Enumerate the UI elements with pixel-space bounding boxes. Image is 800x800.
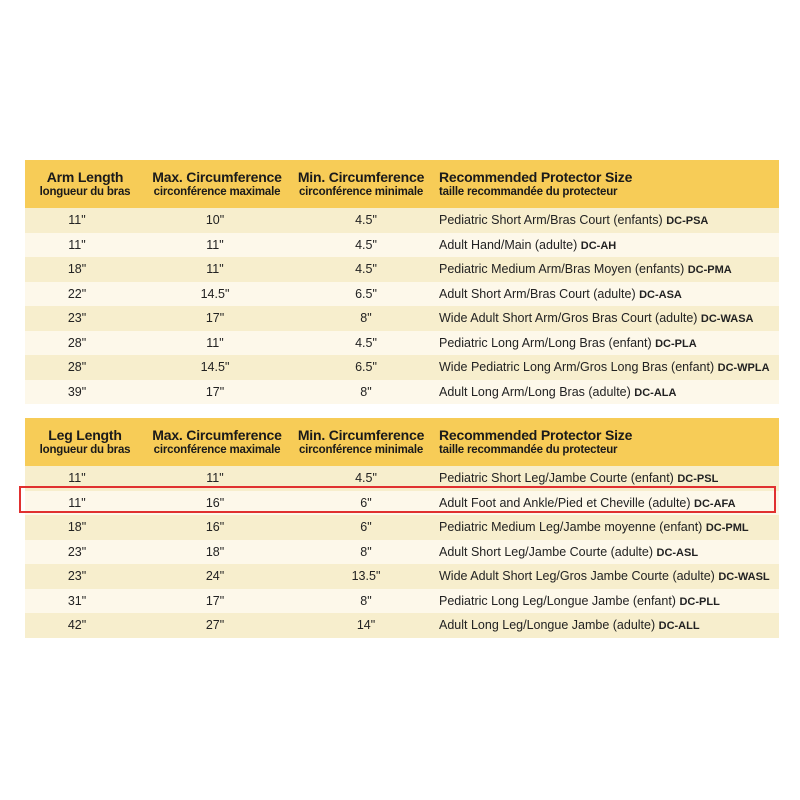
min-circumference-cell: 6.5" xyxy=(355,286,377,301)
table-row xyxy=(25,613,779,638)
header-fr: taille recommandée du protecteur xyxy=(439,186,618,198)
table-row xyxy=(25,282,779,307)
length-cell: 18" xyxy=(67,262,87,276)
min-circumference-cell: 13.5" xyxy=(351,569,381,583)
protector-size-cell xyxy=(439,466,718,492)
size-name: Adult Hand/Main (adulte) xyxy=(439,237,578,252)
header-en: Leg Length xyxy=(48,427,122,443)
length-cell: 23" xyxy=(67,569,87,583)
protector-size-cell xyxy=(439,589,720,615)
table-row xyxy=(25,257,779,282)
length-cell: 31" xyxy=(67,593,87,608)
size-name: Adult Foot and Ankle/Pied et Cheville (adulte) xyxy=(439,495,691,510)
table-row xyxy=(25,540,779,565)
product-code: DC-AFA xyxy=(694,497,736,510)
max-circumference-cell: 27" xyxy=(205,618,225,632)
table-row xyxy=(25,331,779,356)
max-circumference-cell: 11" xyxy=(206,471,224,485)
product-code: DC-PSA xyxy=(666,215,709,227)
protector-size-cell xyxy=(439,331,697,357)
min-circumference-cell: 8" xyxy=(360,544,372,559)
leg-table-header xyxy=(25,418,779,466)
protector-size-cell xyxy=(439,515,749,541)
product-code: DC-WASL xyxy=(718,571,770,583)
min-circumference-cell: 8" xyxy=(360,311,372,325)
table-row xyxy=(25,564,779,589)
leg-size-table xyxy=(25,418,779,638)
protector-size-cell xyxy=(439,491,736,517)
min-circumference-cell: 4.5" xyxy=(355,213,377,227)
header-en: Max. Circumference xyxy=(152,169,282,185)
max-circumference-cell: 14.5" xyxy=(200,360,230,374)
header-fr: taille recommandée du protecteur xyxy=(439,444,618,456)
min-circumference-cell: 6" xyxy=(360,520,372,534)
protector-size-cell xyxy=(439,613,700,639)
protector-size-cell xyxy=(439,257,732,283)
size-name: Pediatric Short Leg/Jambe Courte (enfant) xyxy=(439,471,674,485)
product-code: DC-ASA xyxy=(639,288,682,301)
max-circumference-header xyxy=(147,428,287,458)
length-cell: 23" xyxy=(67,311,87,325)
max-circumference-header xyxy=(147,170,287,200)
min-circumference-cell: 4.5" xyxy=(355,335,377,350)
min-circumference-cell: 14" xyxy=(356,618,376,632)
min-circumference-header xyxy=(297,428,425,458)
arm-table-body xyxy=(25,208,779,404)
length-cell: 11" xyxy=(68,471,86,485)
table-row xyxy=(25,491,779,516)
length-cell: 22" xyxy=(67,286,87,301)
protector-size-header xyxy=(439,428,632,458)
table-row xyxy=(25,233,779,258)
protector-size-cell xyxy=(439,380,676,406)
product-code: DC-PML xyxy=(705,522,749,534)
length-cell: 42" xyxy=(67,618,87,632)
protector-size-cell xyxy=(439,306,753,332)
product-code: DC-PLL xyxy=(679,595,720,608)
max-circumference-cell: 14.5" xyxy=(200,286,230,301)
max-circumference-cell: 17" xyxy=(205,311,225,325)
table-row xyxy=(25,515,779,540)
header-en: Arm Length xyxy=(46,169,124,185)
length-cell: 11" xyxy=(68,237,86,252)
min-circumference-cell: 6" xyxy=(360,495,372,510)
product-code: DC-PMA xyxy=(687,264,732,276)
length-cell: 11" xyxy=(68,213,86,227)
size-name: Adult Short Arm/Bras Court (adulte) xyxy=(439,286,636,301)
max-circumference-cell: 24" xyxy=(205,569,225,583)
max-circumference-cell: 16" xyxy=(205,495,225,510)
product-code: DC-PSL xyxy=(677,473,719,485)
max-circumference-cell: 17" xyxy=(205,593,225,608)
product-code: DC-AH xyxy=(580,239,617,252)
table-row xyxy=(25,589,779,614)
protector-size-header xyxy=(439,170,632,200)
header-fr: circonférence maximale xyxy=(153,186,281,198)
leg-table-body xyxy=(25,466,779,638)
protector-size-cell xyxy=(439,355,770,381)
leg-length-header xyxy=(25,428,145,458)
table-row xyxy=(25,355,779,380)
product-code: DC-ALL xyxy=(658,620,700,632)
header-en: Min. Circumference xyxy=(297,427,425,443)
header-fr: circonférence minimale xyxy=(298,186,424,198)
max-circumference-cell: 11" xyxy=(206,335,224,350)
min-circumference-cell: 4.5" xyxy=(355,262,377,276)
protector-size-cell xyxy=(439,564,770,590)
size-name: Wide Adult Short Leg/Gros Jambe Courte (adulte) xyxy=(439,569,715,583)
header-en: Recommended Protector Size xyxy=(439,427,633,443)
min-circumference-cell: 8" xyxy=(360,593,372,608)
length-cell: 18" xyxy=(67,520,87,534)
protector-size-cell xyxy=(439,208,708,234)
arm-length-header xyxy=(25,170,145,200)
min-circumference-cell: 6.5" xyxy=(355,360,377,374)
max-circumference-cell: 16" xyxy=(205,520,225,534)
size-name: Pediatric Medium Leg/Jambe moyenne (enfant) xyxy=(439,520,703,534)
header-en: Recommended Protector Size xyxy=(439,169,633,185)
arm-size-table xyxy=(25,160,779,404)
max-circumference-cell: 10" xyxy=(205,213,225,227)
size-name: Adult Long Leg/Longue Jambe (adulte) xyxy=(439,618,656,632)
length-cell: 28" xyxy=(67,360,87,374)
size-name: Pediatric Long Leg/Longue Jambe (enfant) xyxy=(439,593,676,608)
size-name: Pediatric Medium Arm/Bras Moyen (enfants) xyxy=(439,262,685,276)
min-circumference-cell: 4.5" xyxy=(355,471,377,485)
header-en: Min. Circumference xyxy=(297,169,425,185)
table-row xyxy=(25,466,779,491)
size-name: Pediatric Long Arm/Long Bras (enfant) xyxy=(439,335,652,350)
max-circumference-cell: 17" xyxy=(205,384,225,399)
header-fr: circonférence maximale xyxy=(153,444,281,456)
size-name: Adult Short Leg/Jambe Courte (adulte) xyxy=(439,544,654,559)
min-circumference-cell: 4.5" xyxy=(355,237,377,252)
size-name: Pediatric Short Arm/Bras Court (enfants) xyxy=(439,213,663,227)
header-fr: longueur du bras xyxy=(39,444,131,456)
table-row xyxy=(25,306,779,331)
table-row xyxy=(25,208,779,233)
protector-size-cell xyxy=(439,282,682,308)
length-cell: 28" xyxy=(67,335,87,350)
product-code: DC-PLA xyxy=(655,337,697,350)
header-en: Max. Circumference xyxy=(152,427,282,443)
size-name: Wide Pediatric Long Arm/Gros Long Bras (enfant) xyxy=(439,360,715,374)
min-circumference-cell: 8" xyxy=(360,384,372,399)
length-cell: 23" xyxy=(67,544,87,559)
table-row xyxy=(25,380,779,405)
min-circumference-header xyxy=(297,170,425,200)
arm-table-header xyxy=(25,160,779,208)
product-code: DC-ASL xyxy=(656,546,699,559)
protector-size-cell xyxy=(439,540,698,566)
max-circumference-cell: 11" xyxy=(206,262,224,276)
header-fr: circonférence minimale xyxy=(298,444,424,456)
max-circumference-cell: 11" xyxy=(206,237,224,252)
protector-size-cell xyxy=(439,233,616,259)
max-circumference-cell: 18" xyxy=(205,544,225,559)
product-code: DC-ALA xyxy=(634,386,677,399)
header-fr: longueur du bras xyxy=(39,186,131,198)
size-name: Adult Long Arm/Long Bras (adulte) xyxy=(439,384,631,399)
length-cell: 39" xyxy=(67,384,87,399)
product-code: DC-WPLA xyxy=(717,362,770,374)
size-name: Wide Adult Short Arm/Gros Bras Court (adulte) xyxy=(439,311,698,325)
length-cell: 11" xyxy=(68,495,86,510)
product-code: DC-WASA xyxy=(700,313,754,325)
